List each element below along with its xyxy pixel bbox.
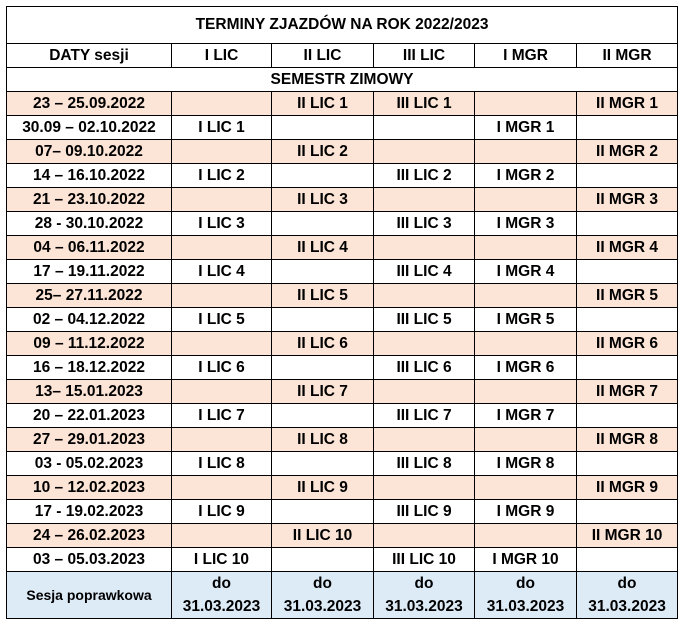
retake-session-label: Sesja poprawkowa [7, 572, 172, 619]
session-cell [577, 356, 678, 380]
session-cell: I MGR 8 [475, 452, 577, 476]
session-cell: III LIC 6 [374, 356, 475, 380]
session-cell [172, 332, 272, 356]
deadline-prefix: do [313, 575, 332, 592]
session-cell [475, 92, 577, 116]
session-cell: II MGR 3 [577, 188, 678, 212]
session-cell: I MGR 4 [475, 260, 577, 284]
session-cell: I LIC 4 [172, 260, 272, 284]
session-cell [577, 452, 678, 476]
retake-deadline-cell [577, 572, 678, 619]
session-cell: III LIC 3 [374, 212, 475, 236]
table-row [7, 356, 678, 380]
session-cell [374, 140, 475, 164]
header-ii-lic: II LIC [272, 44, 374, 68]
session-cell [374, 524, 475, 548]
table-row [7, 284, 678, 308]
table-row [7, 332, 678, 356]
session-cell [475, 188, 577, 212]
session-cell: I LIC 3 [172, 212, 272, 236]
session-cell: III LIC 1 [374, 92, 475, 116]
session-cell [272, 212, 374, 236]
deadline-date: 31.03.2023 [385, 598, 463, 615]
session-cell [374, 116, 475, 140]
session-cell [172, 92, 272, 116]
session-date: 17 - 19.02.2023 [7, 500, 172, 524]
session-cell: I MGR 3 [475, 212, 577, 236]
table-row [7, 428, 678, 452]
session-cell [172, 236, 272, 260]
session-cell [475, 284, 577, 308]
session-date: 28 - 30.10.2022 [7, 212, 172, 236]
table-row [7, 140, 678, 164]
session-cell [272, 356, 374, 380]
header-i-lic: I LIC [172, 44, 272, 68]
session-date: 03 – 05.03.2023 [7, 548, 172, 572]
session-cell: I MGR 9 [475, 500, 577, 524]
header-row [7, 44, 678, 68]
retake-deadline-cell [374, 572, 475, 619]
session-cell: II LIC 6 [272, 332, 374, 356]
session-date: 21 – 23.10.2022 [7, 188, 172, 212]
session-cell: III LIC 5 [374, 308, 475, 332]
session-date: 03 - 05.02.2023 [7, 452, 172, 476]
table-row [7, 212, 678, 236]
header-ii-mgr: II MGR [577, 44, 678, 68]
session-cell [272, 404, 374, 428]
session-cell: III LIC 2 [374, 164, 475, 188]
table-row [7, 236, 678, 260]
semester-label: SEMESTR ZIMOWY [7, 68, 678, 92]
table-row [7, 164, 678, 188]
session-cell [577, 308, 678, 332]
session-cell [374, 332, 475, 356]
session-date: 10 – 12.02.2023 [7, 476, 172, 500]
table-row [7, 380, 678, 404]
session-cell: II MGR 2 [577, 140, 678, 164]
session-cell: III LIC 4 [374, 260, 475, 284]
session-cell [475, 380, 577, 404]
session-cell [374, 236, 475, 260]
session-cell: II MGR 6 [577, 332, 678, 356]
session-cell: I LIC 6 [172, 356, 272, 380]
session-cell [374, 188, 475, 212]
session-cell [577, 404, 678, 428]
session-cell [577, 164, 678, 188]
header-iii-lic: III LIC [374, 44, 475, 68]
session-cell: I LIC 9 [172, 500, 272, 524]
session-cell: I MGR 2 [475, 164, 577, 188]
session-date: 24 – 26.02.2023 [7, 524, 172, 548]
session-cell: II MGR 8 [577, 428, 678, 452]
schedule-table [6, 6, 678, 619]
session-cell [475, 476, 577, 500]
session-cell: II LIC 9 [272, 476, 374, 500]
session-date: 27 – 29.01.2023 [7, 428, 172, 452]
session-cell: II LIC 7 [272, 380, 374, 404]
session-cell [374, 476, 475, 500]
session-date: 16 – 18.12.2022 [7, 356, 172, 380]
session-cell [172, 188, 272, 212]
session-cell: II MGR 10 [577, 524, 678, 548]
table-row [7, 524, 678, 548]
session-cell: II LIC 10 [272, 524, 374, 548]
session-cell [374, 380, 475, 404]
deadline-prefix: do [414, 575, 434, 592]
session-date: 30.09 – 02.10.2022 [7, 116, 172, 140]
retake-deadline-cell [272, 572, 374, 619]
session-cell: II LIC 4 [272, 236, 374, 260]
session-cell: I LIC 10 [172, 548, 272, 572]
table-row [7, 260, 678, 284]
session-cell [577, 260, 678, 284]
table-row [7, 116, 678, 140]
session-cell: III LIC 8 [374, 452, 475, 476]
session-cell: II MGR 7 [577, 380, 678, 404]
session-cell [577, 212, 678, 236]
session-cell [172, 428, 272, 452]
session-cell: II MGR 9 [577, 476, 678, 500]
deadline-date: 31.03.2023 [182, 598, 261, 615]
session-cell: I LIC 8 [172, 452, 272, 476]
session-cell [272, 164, 374, 188]
session-date: 20 – 22.01.2023 [7, 404, 172, 428]
session-date: 09 – 11.12.2022 [7, 332, 172, 356]
table-row [7, 452, 678, 476]
table-row [7, 548, 678, 572]
session-cell: III LIC 7 [374, 404, 475, 428]
table-row [7, 500, 678, 524]
session-cell [272, 452, 374, 476]
session-cell [577, 500, 678, 524]
session-cell [172, 524, 272, 548]
session-cell: III LIC 10 [374, 548, 475, 572]
session-date: 23 – 25.09.2022 [7, 92, 172, 116]
session-cell: I LIC 5 [172, 308, 272, 332]
header-dates: DATY sesji [7, 44, 172, 68]
session-cell: I MGR 5 [475, 308, 577, 332]
session-cell [475, 140, 577, 164]
session-cell: I LIC 2 [172, 164, 272, 188]
session-date: 04 – 06.11.2022 [7, 236, 172, 260]
table-row [7, 188, 678, 212]
session-cell: II MGR 4 [577, 236, 678, 260]
retake-deadline-cell [475, 572, 577, 619]
session-date: 17 – 19.11.2022 [7, 260, 172, 284]
session-date: 25– 27.11.2022 [7, 284, 172, 308]
session-cell [577, 548, 678, 572]
session-cell [475, 236, 577, 260]
deadline-prefix: do [212, 575, 231, 592]
retake-session-row [7, 572, 678, 619]
deadline-date: 31.03.2023 [283, 598, 362, 615]
table-title: TERMINY ZJAZDÓW NA ROK 2022/2023 [7, 7, 678, 44]
session-cell: I MGR 6 [475, 356, 577, 380]
session-cell [172, 140, 272, 164]
session-cell: II LIC 1 [272, 92, 374, 116]
session-cell: I MGR 7 [475, 404, 577, 428]
session-cell [475, 428, 577, 452]
session-cell [172, 476, 272, 500]
session-cell [272, 548, 374, 572]
session-cell [374, 284, 475, 308]
deadline-prefix: do [617, 575, 637, 592]
session-cell [272, 116, 374, 140]
table-row [7, 476, 678, 500]
session-cell: II MGR 1 [577, 92, 678, 116]
session-date: 14 – 16.10.2022 [7, 164, 172, 188]
deadline-date: 31.03.2023 [588, 598, 666, 615]
session-date: 07– 09.10.2022 [7, 140, 172, 164]
session-date: 02 – 04.12.2022 [7, 308, 172, 332]
session-date: 13– 15.01.2023 [7, 380, 172, 404]
table-row [7, 308, 678, 332]
session-cell [272, 308, 374, 332]
session-cell: I LIC 7 [172, 404, 272, 428]
session-cell [475, 524, 577, 548]
session-cell [172, 284, 272, 308]
table-row [7, 404, 678, 428]
session-cell [272, 500, 374, 524]
retake-deadline-cell [172, 572, 272, 619]
session-cell: I LIC 1 [172, 116, 272, 140]
session-cell [272, 260, 374, 284]
session-cell: II LIC 5 [272, 284, 374, 308]
session-cell: II LIC 8 [272, 428, 374, 452]
deadline-date: 31.03.2023 [486, 598, 565, 615]
session-cell: I MGR 10 [475, 548, 577, 572]
table-row [7, 92, 678, 116]
session-cell [374, 428, 475, 452]
session-cell [172, 380, 272, 404]
header-i-mgr: I MGR [475, 44, 577, 68]
deadline-prefix: do [516, 575, 535, 592]
session-cell: II LIC 3 [272, 188, 374, 212]
session-cell: II LIC 2 [272, 140, 374, 164]
session-cell: III LIC 9 [374, 500, 475, 524]
session-cell [475, 332, 577, 356]
session-cell: I MGR 1 [475, 116, 577, 140]
session-cell: II MGR 5 [577, 284, 678, 308]
session-cell [577, 116, 678, 140]
